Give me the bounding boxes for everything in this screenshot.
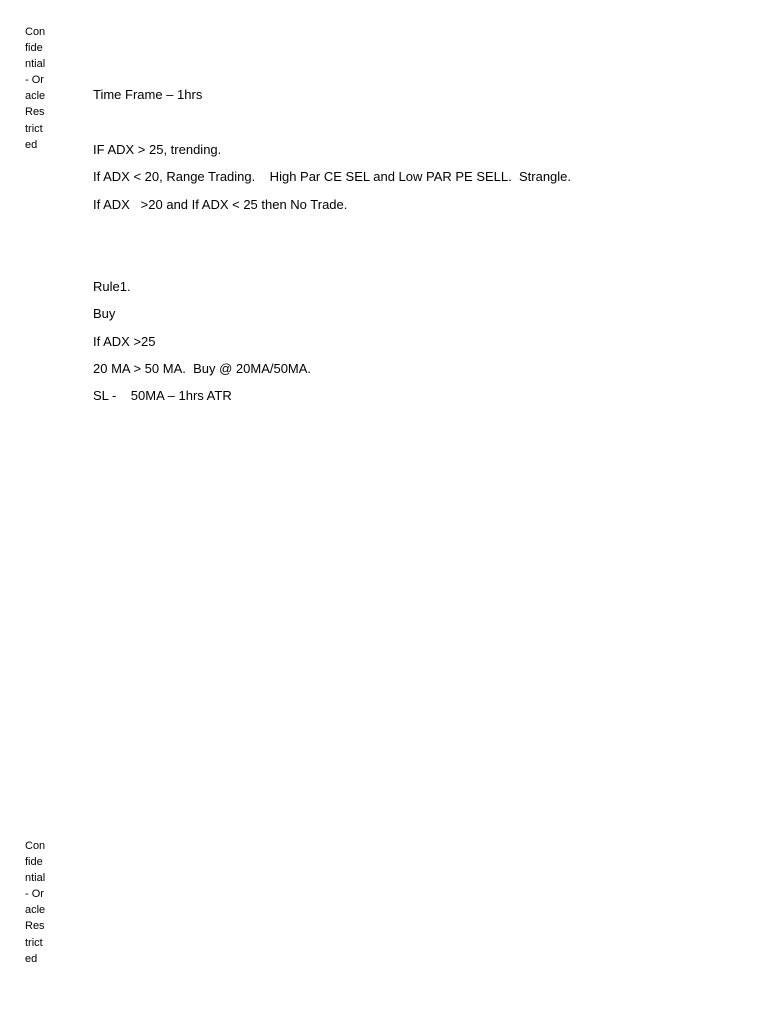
confidential-header-label: Confidential - Oracle Restricted [25, 26, 46, 151]
rule1-title: Rule1. [93, 278, 131, 294]
document-body [93, 86, 733, 405]
trend-rule-line: IF ADX > 25, trending. [93, 142, 222, 157]
time-frame-line: Time Frame – 1hrs [93, 87, 203, 102]
rule1-action: Buy [93, 306, 116, 321]
confidential-footer-label: Confidential - Oracle Restricted [25, 840, 46, 965]
range-rule-line: If ADX < 20, Range Trading. High Par CE SEL and Low PAR PE SELL. Strangle. [93, 169, 572, 184]
rule1-stop-loss: SL - 50MA – 1hrs ATR [93, 388, 232, 403]
rule1-entry: 20 MA > 50 MA. Buy @ 20MA/50MA. [93, 361, 312, 376]
rule1-condition: If ADX >25 [93, 333, 156, 349]
no-trade-rule-line: If ADX >20 and If ADX < 25 then No Trade. [93, 196, 348, 212]
